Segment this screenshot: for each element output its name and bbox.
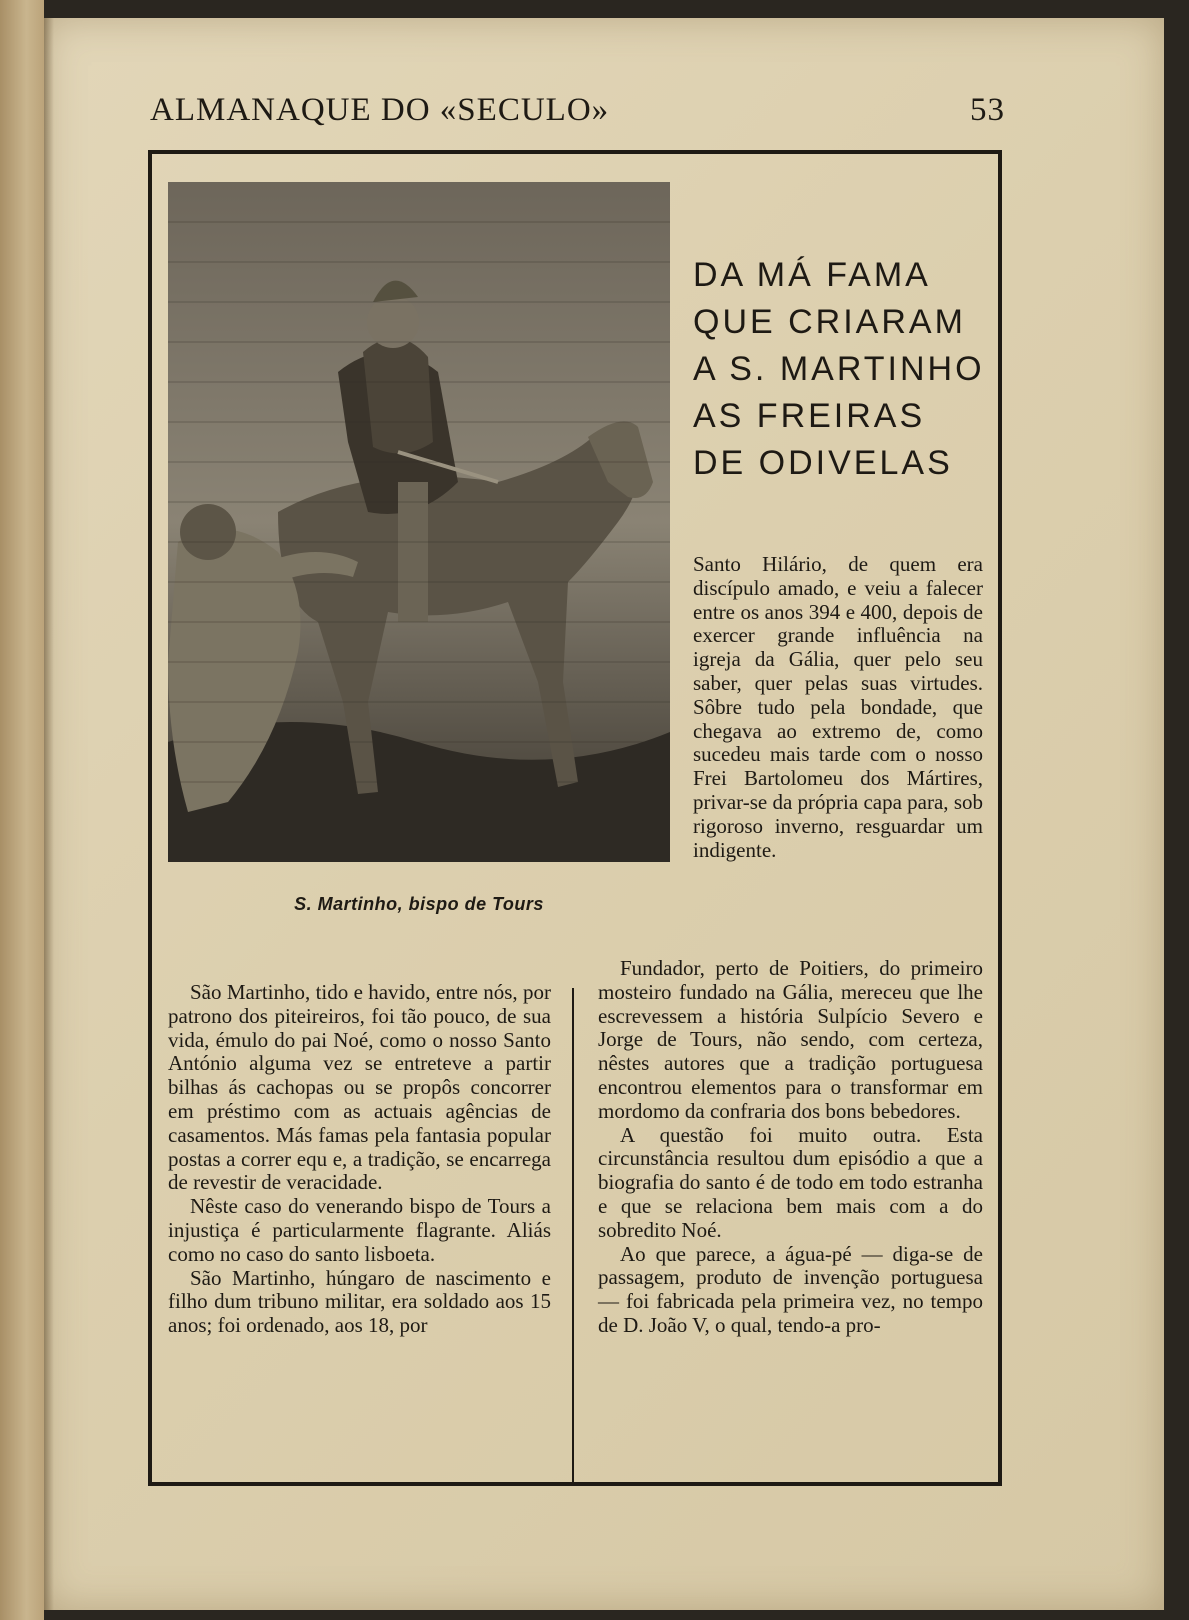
body-paragraph: Ao que parece, a água-pé — diga-se de passagem, produto de invenção portuguesa — foi fabricada pela primeira vez, no tempo de D. João V, o qual, tendo-a pro- [598,1241,983,1337]
body-paragraph: Nêste caso do venerando bispo de Tours a injustiça é particularmente flagrante. Aliás como no caso do santo lisboeta. [168,1194,551,1266]
page-gutter-shadow [44,18,54,1610]
frame-left-rule [148,150,152,1486]
illustration-caption: S. Martinho, bispo de Tours [294,894,544,914]
adjacent-page-edge [0,0,44,1620]
article-title-line: DE ODIVELAS [693,444,953,482]
column-divider-rule [572,988,574,1482]
body-paragraph: A questão foi muito outra. Esta circunstância resultou dum episódio a que a biografia do santo é de todo em todo estranha e que se relaciona bem mais com a do sobredito Noé. [598,1122,983,1242]
saint-martin-engraving [168,182,670,862]
frame-top-rule [148,150,1002,154]
article-title-line: AS FREIRAS [693,397,926,435]
article-title [693,252,985,487]
frame-right-rule [998,150,1002,1486]
frame-bottom-rule [148,1482,1002,1486]
page-number: 53 [970,92,1005,128]
article-title-line: A S. MARTINHO [693,350,985,388]
body-paragraph: São Martinho, húngaro de nascimento e filho dum tribuno militar, era soldado aos 15 anos; foi ordenado, aos 18, por [168,1265,551,1338]
left-column-text [168,981,551,1338]
body-paragraph: Santo Hilário, de quem era discípulo amado, e veiu a falecer entre os anos 394 e 400, depois de exercer grande influência na igreja da Gália, quer pelo seu saber, quer pelas suas virtudes. Sôbre tudo pela bondade, que chegava ao extremo de, como sucedeu mais tarde com o nosso Frei Bartolomeu dos Mártires, privar-se da própria capa para, sob rigoroso inverno, resguardar um indigente. [693,552,983,862]
body-paragraph: São Martinho, tido e havido, entre nós, por patrono dos piteireiros, foi tão pouco, de sua vida, émulo do pai Noé, como o nosso Santo António alguma vez se entreteve a partir bilhas ás cachopas ou se propôs concorrer em préstimo com as actuais agências de casamentos. Más famas pela fantasia popular postas a correr equ e, a tradição, se encarrega de revestir de veracidade. [168,980,551,1195]
body-paragraph: Fundador, perto de Poitiers, do primeiro mosteiro fundado na Gália, mereceu que lhe escrevessem a história Sulpício Severo e Jorge de Tours, não sendo, com certeza, nêstes autores que a tradição portuguesa encontrou elementos para o transformar em mordomo da confraria dos bons bebedores. [598,956,983,1123]
right-column-lower-text [598,957,983,1338]
right-column-upper-text [693,553,983,862]
article-title-line: QUE CRIARAM [693,303,966,341]
running-header-title: ALMANAQUE DO «SECULO» [150,92,610,128]
article-title-line: DA MÁ FAMA [693,256,931,294]
